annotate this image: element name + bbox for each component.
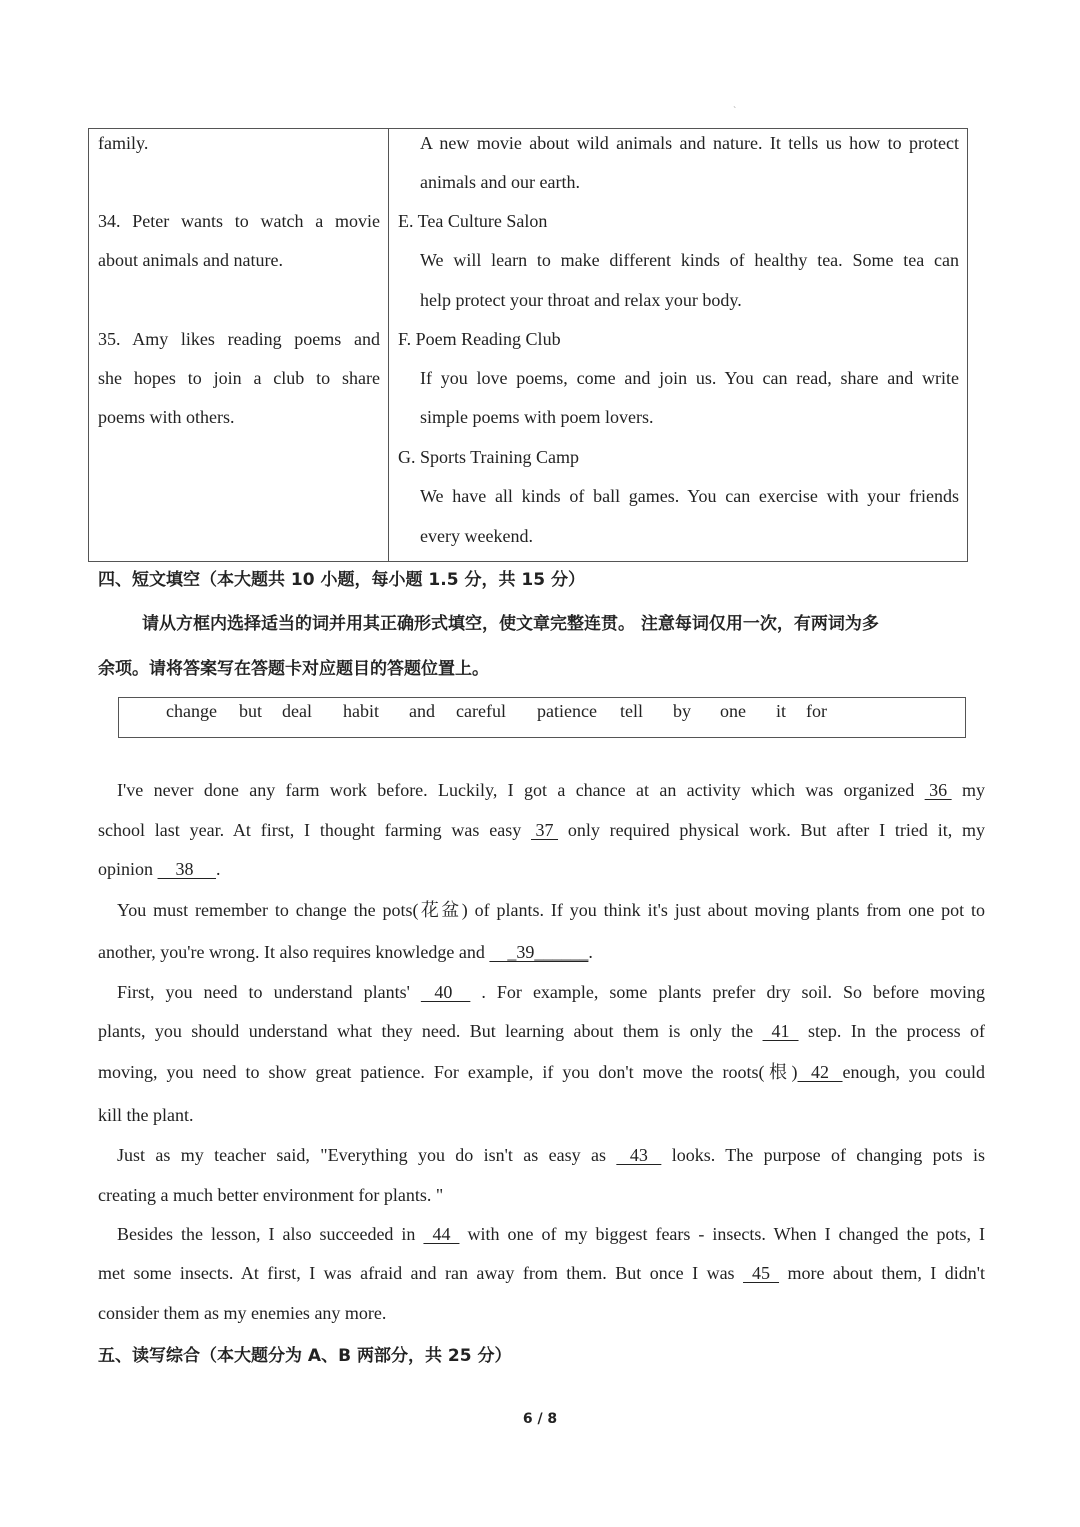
option-e-description: We will learn to make different kinds of healthy tea. Some tea can xyxy=(420,250,959,270)
word-bank-item: habit xyxy=(343,701,379,721)
blank-44: 44 xyxy=(423,1224,460,1244)
passage-line xyxy=(98,1259,985,1287)
page-mark: ` xyxy=(733,106,737,117)
matching-table xyxy=(88,128,968,562)
passage-line xyxy=(117,1141,985,1169)
passage-text: Just as my teacher said, "Everything you do isn't as easy as xyxy=(117,1145,606,1165)
passage-line xyxy=(98,816,985,844)
passage-line: kill the plant. xyxy=(98,1105,194,1125)
question-35-line: she hopes to join a club to share xyxy=(98,368,380,388)
word-bank-item: but xyxy=(239,701,263,721)
word-bank-item: patience xyxy=(537,701,597,721)
option-e-title: E. Tea Culture Salon xyxy=(398,211,548,231)
passage-line xyxy=(117,978,985,1006)
question-35-line: 35. Amy likes reading poems and xyxy=(98,329,380,349)
blank-42: 42 xyxy=(797,1062,843,1082)
option-g-description: every weekend. xyxy=(420,526,533,546)
passage-text: plants, you should understand what they need. But learning about them is only the xyxy=(98,1021,754,1041)
passage-text: . For example, some plants prefer dry soil. So before moving xyxy=(481,982,986,1002)
word-bank-item: change xyxy=(166,701,217,721)
word-bank-item: it xyxy=(776,701,787,721)
passage-line: consider them as my enemies any more. xyxy=(98,1303,387,1323)
option-f-title: F. Poem Reading Club xyxy=(398,329,561,349)
option-f-description: simple poems with poem lovers. xyxy=(420,407,654,427)
passage-line xyxy=(98,855,985,883)
blank-39: _39______ xyxy=(489,942,589,962)
passage-line: creating a much better environment for plants. " xyxy=(98,1185,444,1205)
passage-line xyxy=(98,938,985,966)
page-number: 6 / 8 xyxy=(522,1411,558,1427)
option-d-description: A new movie about wild animals and nature. It tells us how to protect xyxy=(420,133,959,153)
word-bank-item: deal xyxy=(282,701,312,721)
section-4-instruction: 请从方框内选择适当的词并用其正确形式填空，使文章完整连贯。 注意每词仅用一次，有两词为多 xyxy=(142,614,879,634)
passage-line xyxy=(98,1058,985,1086)
blank-36: 36 xyxy=(924,780,952,800)
section-4-instruction: 余项。请将答案写在答题卡对应题目的答题位置上。 xyxy=(98,659,489,679)
passage-text: enough, you could xyxy=(842,1062,986,1082)
passage-text: school last year. At first, I thought farming was easy xyxy=(98,820,522,840)
table-left-column xyxy=(89,129,389,561)
option-f-description: If you love poems, come and join us. You can read, share and write xyxy=(420,368,959,388)
passage-text: . xyxy=(216,859,221,879)
passage-text: moving, you need to show great patience. For example, if you don't move the roots(根) xyxy=(98,1062,798,1082)
passage-text: only required physical work. But after I tried it, my xyxy=(567,820,986,840)
passage-text: I've never done any farm work before. Luckily, I got a chance at an activity which was organized xyxy=(117,780,915,800)
blank-41: 41 xyxy=(762,1021,799,1041)
passage-text: my xyxy=(961,780,985,800)
blank-38: 38 xyxy=(157,859,217,879)
passage-line xyxy=(98,1017,985,1045)
passage-text: . xyxy=(588,942,593,962)
option-g-description: We have all kinds of ball games. You can exercise with your friends xyxy=(420,486,959,506)
passage-text: looks. The purpose of changing pots is xyxy=(671,1145,986,1165)
passage-text: more about them, I didn't xyxy=(787,1263,985,1283)
word-bank-item: tell xyxy=(620,701,643,721)
passage-text: Besides the lesson, I also succeeded in xyxy=(117,1224,416,1244)
blank-40: 40 xyxy=(420,982,471,1002)
word-bank-item: one xyxy=(720,701,746,721)
option-e-description: help protect your throat and relax your body. xyxy=(420,290,742,310)
passage-text: another, you're wrong. It also requires knowledge and xyxy=(98,942,485,962)
section-5-heading: 五、读写综合（本大题分为 A、B 两部分，共 25 分） xyxy=(98,1346,512,1366)
blank-45: 45 xyxy=(743,1263,780,1283)
word-bank-box xyxy=(118,697,966,738)
blank-37: 37 xyxy=(531,820,559,840)
passage-line xyxy=(117,776,985,804)
word-bank-item: for xyxy=(806,701,827,721)
passage-line: You must remember to change the pots(花盆) of plants. If you think it's just about moving plants from one pot to xyxy=(117,900,985,920)
word-bank-item: and xyxy=(409,701,435,721)
passage-text: met some insects. At first, I was afraid and ran away from them. But once I was xyxy=(98,1263,735,1283)
table-left-text: family. xyxy=(98,133,149,153)
passage-text: opinion xyxy=(98,859,154,879)
table-right-column xyxy=(389,129,967,561)
blank-43: 43 xyxy=(616,1145,662,1165)
option-g-title: G. Sports Training Camp xyxy=(398,447,580,467)
passage-line xyxy=(117,1220,985,1248)
passage-text: step. In the process of xyxy=(807,1021,985,1041)
word-bank-item: careful xyxy=(456,701,506,721)
question-34-line: about animals and nature. xyxy=(98,250,283,270)
passage-text: First, you need to understand plants' xyxy=(117,982,410,1002)
section-4-heading: 四、短文填空（本大题共 10 小题，每小题 1.5 分，共 15 分） xyxy=(98,570,585,590)
option-d-description: animals and our earth. xyxy=(420,172,580,192)
passage-text: with one of my biggest fears - insects. When I changed the pots, I xyxy=(467,1224,986,1244)
question-34-line: 34. Peter wants to watch a movie xyxy=(98,211,380,231)
word-bank-item: by xyxy=(673,701,691,721)
question-35-line: poems with others. xyxy=(98,407,235,427)
